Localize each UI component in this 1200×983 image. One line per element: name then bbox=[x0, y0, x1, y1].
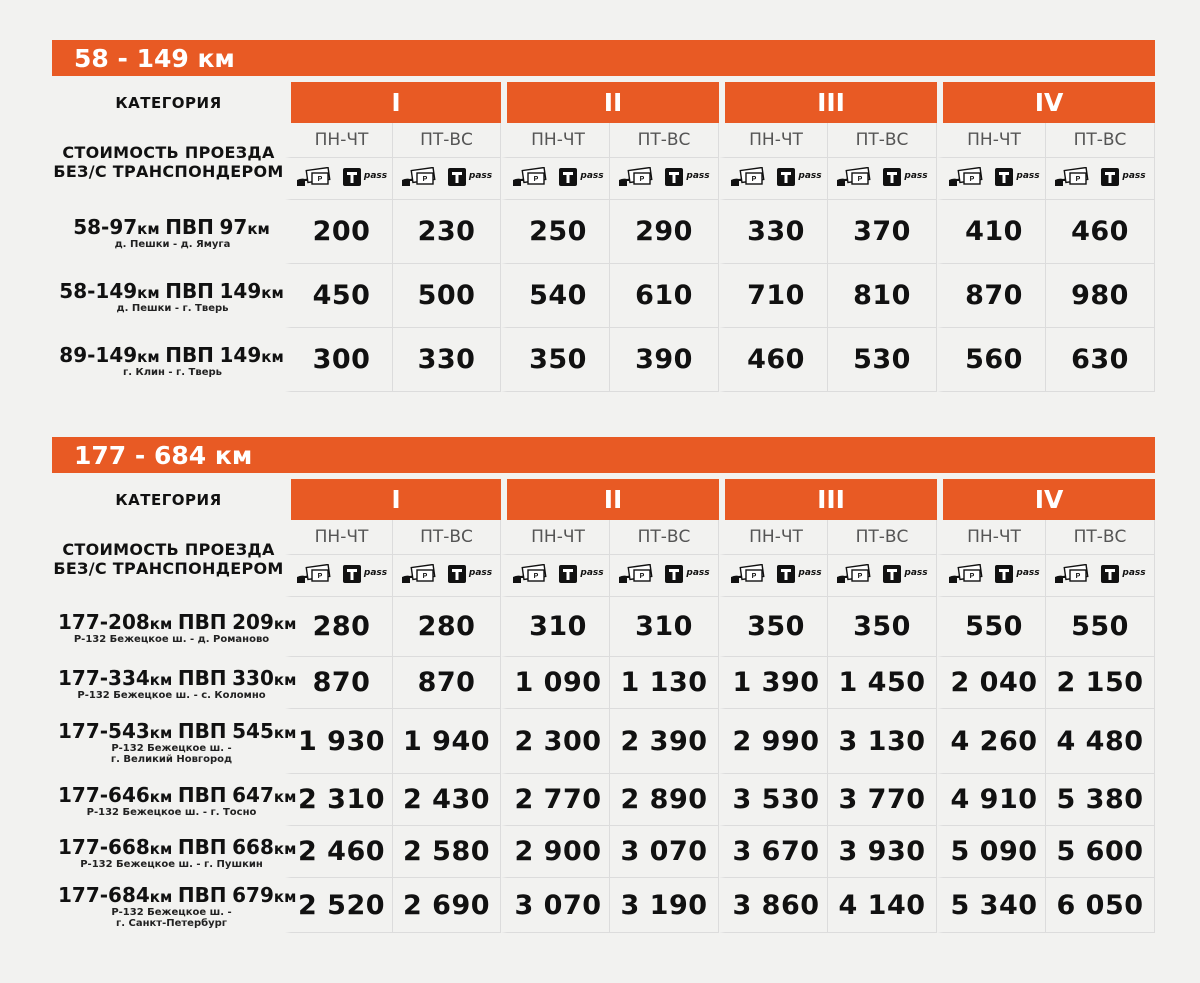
price-cell: 5 380 bbox=[1046, 774, 1155, 826]
price-cell: 2 390 bbox=[610, 709, 719, 774]
route-description: Р-132 Бежецкое ш. - bbox=[111, 906, 232, 918]
price-cell: 2 040 bbox=[937, 657, 1046, 709]
price-cell: 3 930 bbox=[828, 826, 937, 878]
payment-icons bbox=[828, 555, 937, 597]
svg-text:P: P bbox=[422, 572, 428, 580]
route-description: Р-132 Бежецкое ш. - г. Пушкин bbox=[80, 858, 263, 870]
svg-text:P: P bbox=[534, 572, 539, 580]
price-cell: 540 bbox=[501, 264, 610, 328]
svg-text:P: P bbox=[858, 572, 863, 580]
cash-card-icon bbox=[296, 564, 332, 584]
route-description: д. Пешки - г. Тверь bbox=[116, 302, 229, 314]
svg-text:P: P bbox=[640, 572, 645, 580]
price-cell: 630 bbox=[1046, 328, 1155, 392]
price-cell: 980 bbox=[1046, 264, 1155, 328]
price-cell: 330 bbox=[393, 328, 501, 392]
cash-card-icon bbox=[512, 167, 548, 187]
cash-card-icon bbox=[401, 564, 437, 584]
day-header: ПН-ЧТ bbox=[719, 520, 828, 555]
cost-label: СТОИМОСТЬ ПРОЕЗДА БЕЗ/С ТРАНСПОНДЕРОМ bbox=[53, 539, 284, 578]
day-header: ПТ-ВС bbox=[393, 123, 501, 158]
price-cell: 1 130 bbox=[610, 657, 719, 709]
price-cell: 4 910 bbox=[937, 774, 1046, 826]
price-cell: 310 bbox=[501, 597, 610, 657]
pvp-number: 149 bbox=[219, 278, 262, 303]
svg-text:P: P bbox=[640, 175, 645, 183]
t-pass-transponder-icon: pass bbox=[447, 167, 492, 187]
svg-text:P: P bbox=[858, 175, 863, 183]
price-cell: 3 070 bbox=[501, 878, 610, 933]
category-header-2: II bbox=[501, 82, 719, 123]
category-header-2: II bbox=[501, 479, 719, 520]
cash-card-icon bbox=[401, 167, 437, 187]
price-cell: 530 bbox=[828, 328, 937, 392]
price-cell: 5 340 bbox=[937, 878, 1046, 933]
section-58-149 bbox=[52, 40, 1155, 392]
price-cell: 610 bbox=[610, 264, 719, 328]
price-cell: 460 bbox=[719, 328, 828, 392]
row-label: 89-149км ПВП 149км г. Клин - г. Тверь bbox=[59, 342, 284, 378]
route-range: 58-97 bbox=[73, 214, 138, 239]
cash-card-icon bbox=[618, 167, 654, 187]
price-cell: 4 260 bbox=[937, 709, 1046, 774]
price-cell: 450 bbox=[285, 264, 393, 328]
price-cell: 1 390 bbox=[719, 657, 828, 709]
price-cell: 460 bbox=[1046, 200, 1155, 264]
price-cell: 3 770 bbox=[828, 774, 937, 826]
t-pass-transponder-icon: pass bbox=[994, 564, 1039, 584]
t-pass-transponder-icon: pass bbox=[558, 167, 603, 187]
category-header-4: IV bbox=[937, 479, 1155, 520]
price-cell: 3 190 bbox=[610, 878, 719, 933]
price-cell: 3 130 bbox=[828, 709, 937, 774]
cash-card-icon bbox=[836, 564, 872, 584]
t-pass-transponder-icon: pass bbox=[776, 167, 821, 187]
pvp-number: 679 bbox=[232, 882, 274, 907]
route-description: Р-132 Бежецкое ш. - с. Коломно bbox=[77, 689, 266, 701]
route-range: 177-684 bbox=[58, 882, 150, 907]
day-header: ПТ-ВС bbox=[610, 520, 719, 555]
t-pass-transponder-icon: pass bbox=[342, 167, 387, 187]
price-cell: 3 860 bbox=[719, 878, 828, 933]
payment-icons bbox=[937, 158, 1046, 200]
route-description: г. Клин - г. Тверь bbox=[123, 366, 222, 378]
price-cell: 350 bbox=[501, 328, 610, 392]
price-cell: 200 bbox=[285, 200, 393, 264]
cash-card-icon bbox=[1054, 564, 1090, 584]
price-cell: 550 bbox=[937, 597, 1046, 657]
price-cell: 2 900 bbox=[501, 826, 610, 878]
cash-card-icon bbox=[948, 167, 984, 187]
category-header-3: III bbox=[719, 479, 937, 520]
row-label: 58-97км ПВП 97км д. Пешки - д. Ямуга bbox=[52, 200, 285, 264]
cash-card-icon bbox=[836, 167, 872, 187]
pvp-number: 209 bbox=[232, 609, 274, 634]
day-header: ПН-ЧТ bbox=[719, 123, 828, 158]
svg-text:P: P bbox=[317, 175, 323, 183]
price-cell: 2 690 bbox=[393, 878, 501, 933]
category-header-4: IV bbox=[937, 82, 1155, 123]
price-cell: 810 bbox=[828, 264, 937, 328]
price-cell: 280 bbox=[285, 597, 393, 657]
price-cell: 550 bbox=[1046, 597, 1155, 657]
payment-icons bbox=[501, 158, 610, 200]
row-label: 177-543км ПВП 545км Р-132 Бежецкое ш. - г. Великий Новгород bbox=[58, 718, 297, 765]
payment-icons bbox=[828, 158, 937, 200]
payment-icons bbox=[393, 555, 501, 597]
day-header: ПН-ЧТ bbox=[285, 520, 393, 555]
pvp-number: 149 bbox=[219, 342, 262, 367]
payment-icons bbox=[719, 158, 828, 200]
price-cell: 2 150 bbox=[1046, 657, 1155, 709]
section-title: 58 - 149 км bbox=[52, 40, 1155, 76]
svg-text:P: P bbox=[1076, 572, 1081, 580]
tariff-table bbox=[52, 82, 1155, 392]
svg-text:P: P bbox=[752, 175, 757, 183]
payment-icons bbox=[937, 555, 1046, 597]
route-description: г. Санкт-Петербург bbox=[115, 917, 227, 929]
row-label: 177-334км ПВП 330км Р-132 Бежецкое ш. - с. Коломно bbox=[58, 665, 297, 701]
payment-icons bbox=[610, 555, 719, 597]
price-cell: 230 bbox=[393, 200, 501, 264]
day-header: ПН-ЧТ bbox=[501, 520, 610, 555]
pvp-number: 647 bbox=[232, 782, 274, 807]
price-cell: 4 140 bbox=[828, 878, 937, 933]
t-pass-transponder-icon: pass bbox=[882, 564, 927, 584]
price-cell: 870 bbox=[285, 657, 393, 709]
price-cell: 2 430 bbox=[393, 774, 501, 826]
price-cell: 370 bbox=[828, 200, 937, 264]
price-cell: 390 bbox=[610, 328, 719, 392]
row-label: 58-149км ПВП 149км д. Пешки - г. Тверь bbox=[59, 278, 284, 314]
cash-card-icon bbox=[1054, 167, 1090, 187]
price-cell: 250 bbox=[501, 200, 610, 264]
day-header: ПН-ЧТ bbox=[937, 520, 1046, 555]
price-cell: 1 090 bbox=[501, 657, 610, 709]
route-range: 177-646 bbox=[58, 782, 150, 807]
svg-text:P: P bbox=[534, 175, 539, 183]
day-header: ПТ-ВС bbox=[393, 520, 501, 555]
route-range: 177-334 bbox=[58, 665, 150, 690]
payment-icons bbox=[393, 158, 501, 200]
price-cell: 290 bbox=[610, 200, 719, 264]
tariff-table bbox=[52, 479, 1155, 933]
svg-text:P: P bbox=[752, 572, 757, 580]
route-range: 177-543 bbox=[58, 718, 150, 743]
t-pass-transponder-icon: pass bbox=[994, 167, 1039, 187]
route-description: д. Пешки - д. Ямуга bbox=[114, 238, 231, 250]
price-cell: 560 bbox=[937, 328, 1046, 392]
price-cell: 1 450 bbox=[828, 657, 937, 709]
payment-icons bbox=[285, 158, 393, 200]
route-range: 177-668 bbox=[58, 834, 150, 859]
price-cell: 2 990 bbox=[719, 709, 828, 774]
price-cell: 1 930 bbox=[285, 709, 393, 774]
route-description: Р-132 Бежецкое ш. - bbox=[111, 742, 232, 754]
day-header: ПН-ЧТ bbox=[501, 123, 610, 158]
category-header-1: I bbox=[285, 479, 501, 520]
price-cell: 3 530 bbox=[719, 774, 828, 826]
t-pass-transponder-icon: pass bbox=[447, 564, 492, 584]
price-cell: 2 890 bbox=[610, 774, 719, 826]
svg-text:P: P bbox=[422, 175, 428, 183]
cost-label: СТОИМОСТЬ ПРОЕЗДА БЕЗ/С ТРАНСПОНДЕРОМ bbox=[53, 142, 284, 181]
svg-text:P: P bbox=[970, 572, 975, 580]
route-description: г. Великий Новгород bbox=[110, 753, 233, 765]
price-cell: 710 bbox=[719, 264, 828, 328]
day-header: ПН-ЧТ bbox=[937, 123, 1046, 158]
price-cell: 1 940 bbox=[393, 709, 501, 774]
cash-card-icon bbox=[730, 167, 766, 187]
t-pass-transponder-icon: pass bbox=[664, 167, 709, 187]
day-header: ПН-ЧТ bbox=[285, 123, 393, 158]
price-cell: 2 770 bbox=[501, 774, 610, 826]
price-cell: 870 bbox=[937, 264, 1046, 328]
pvp-number: 97 bbox=[219, 214, 248, 239]
svg-text:P: P bbox=[1076, 175, 1081, 183]
route-range: 177-208 bbox=[58, 609, 150, 634]
day-header: ПТ-ВС bbox=[828, 520, 937, 555]
payment-icons bbox=[285, 555, 393, 597]
t-pass-transponder-icon: pass bbox=[342, 564, 387, 584]
price-cell: 280 bbox=[393, 597, 501, 657]
payment-icons bbox=[719, 555, 828, 597]
price-cell: 300 bbox=[285, 328, 393, 392]
category-label: КАТЕГОРИЯ bbox=[115, 94, 222, 112]
price-cell: 3 670 bbox=[719, 826, 828, 878]
price-cell: 2 460 bbox=[285, 826, 393, 878]
price-cell: 310 bbox=[610, 597, 719, 657]
price-cell: 870 bbox=[393, 657, 501, 709]
svg-text:P: P bbox=[317, 572, 323, 580]
cash-card-icon bbox=[512, 564, 548, 584]
price-cell: 410 bbox=[937, 200, 1046, 264]
row-label: 177-668км ПВП 668км Р-132 Бежецкое ш. - г. Пушкин bbox=[58, 834, 297, 870]
price-cell: 330 bbox=[719, 200, 828, 264]
row-label: 177-208км ПВП 209км Р-132 Бежецкое ш. - д. Романово bbox=[58, 609, 297, 645]
category-label: КАТЕГОРИЯ bbox=[115, 491, 222, 509]
price-cell: 6 050 bbox=[1046, 878, 1155, 933]
t-pass-transponder-icon: pass bbox=[882, 167, 927, 187]
payment-icons bbox=[1046, 158, 1155, 200]
payment-icons bbox=[501, 555, 610, 597]
price-cell: 2 300 bbox=[501, 709, 610, 774]
day-header: ПТ-ВС bbox=[610, 123, 719, 158]
route-range: 58-149 bbox=[59, 278, 138, 303]
route-description: Р-132 Бежецкое ш. - д. Романово bbox=[73, 633, 270, 645]
t-pass-transponder-icon: pass bbox=[1100, 167, 1145, 187]
price-cell: 2 520 bbox=[285, 878, 393, 933]
route-description: Р-132 Бежецкое ш. - г. Тосно bbox=[86, 806, 257, 818]
price-cell: 350 bbox=[828, 597, 937, 657]
row-label: 177-646км ПВП 647км Р-132 Бежецкое ш. - г. Тосно bbox=[58, 782, 297, 818]
cash-card-icon bbox=[618, 564, 654, 584]
section-177-684 bbox=[52, 437, 1155, 933]
price-cell: 2 580 bbox=[393, 826, 501, 878]
t-pass-transponder-icon: pass bbox=[558, 564, 603, 584]
cash-card-icon bbox=[948, 564, 984, 584]
pvp-number: 330 bbox=[232, 665, 274, 690]
category-header-1: I bbox=[285, 82, 501, 123]
t-pass-transponder-icon: pass bbox=[664, 564, 709, 584]
price-cell: 2 310 bbox=[285, 774, 393, 826]
day-header: ПТ-ВС bbox=[1046, 520, 1155, 555]
route-range: 89-149 bbox=[59, 342, 138, 367]
price-cell: 4 480 bbox=[1046, 709, 1155, 774]
pvp-number: 668 bbox=[232, 834, 274, 859]
day-header: ПТ-ВС bbox=[828, 123, 937, 158]
payment-icons bbox=[610, 158, 719, 200]
section-title: 177 - 684 км bbox=[52, 437, 1155, 473]
payment-icons bbox=[1046, 555, 1155, 597]
price-cell: 500 bbox=[393, 264, 501, 328]
price-cell: 3 070 bbox=[610, 826, 719, 878]
category-header-3: III bbox=[719, 82, 937, 123]
cash-card-icon bbox=[296, 167, 332, 187]
pvp-number: 545 bbox=[232, 718, 274, 743]
svg-text:P: P bbox=[970, 175, 975, 183]
t-pass-transponder-icon: pass bbox=[1100, 564, 1145, 584]
price-cell: 350 bbox=[719, 597, 828, 657]
price-cell: 5 090 bbox=[937, 826, 1046, 878]
row-label: 177-684км ПВП 679км Р-132 Бежецкое ш. - г. Санкт-Петербург bbox=[58, 882, 297, 929]
cash-card-icon bbox=[730, 564, 766, 584]
t-pass-transponder-icon: pass bbox=[776, 564, 821, 584]
day-header: ПТ-ВС bbox=[1046, 123, 1155, 158]
price-cell: 5 600 bbox=[1046, 826, 1155, 878]
